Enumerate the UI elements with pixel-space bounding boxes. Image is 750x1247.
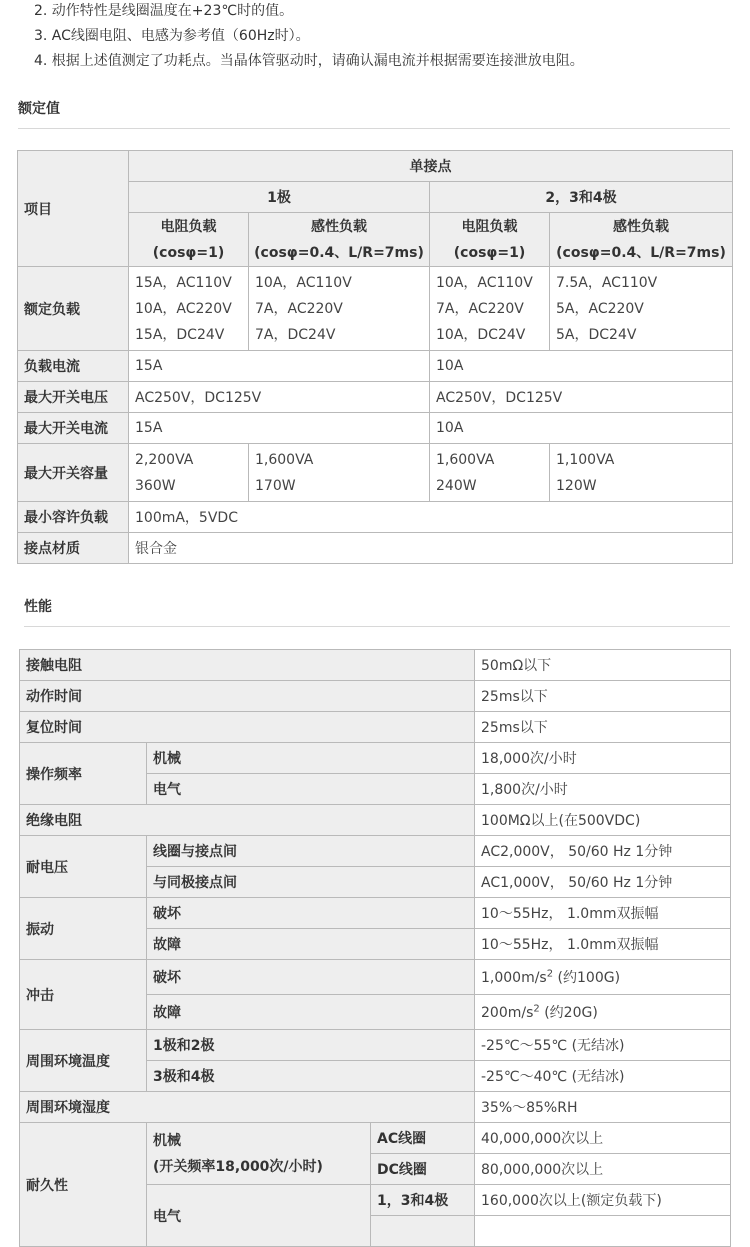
note-2: 2. 动作特性是线圈温度在+23℃时的值。 bbox=[34, 3, 294, 19]
shock-b-value: $200m/s^2$ (约20G) bbox=[475, 995, 731, 1030]
insulation-value: 100MΩ以上(在500VDC) bbox=[475, 805, 731, 836]
durability-poles-value: 160,000次以上(额定负载下) bbox=[475, 1185, 731, 1216]
inductive-load-header: 感性负载 (cosφ=0.4、L/R=7ms) bbox=[249, 213, 430, 267]
resistive-load-header: 电阻负载 (cosφ=1) bbox=[129, 213, 249, 267]
dielectric-a: 线圈与接点间 bbox=[147, 836, 475, 867]
ratings-table bbox=[17, 150, 733, 564]
notes-list bbox=[34, 0, 584, 75]
op-frequency-mech-value: 18,000次/小时 bbox=[475, 743, 731, 774]
shock-a: 破坏 bbox=[147, 960, 475, 995]
item-header: 项目 bbox=[18, 151, 129, 267]
durability-dc-value: 80,000,000次以上 bbox=[475, 1154, 731, 1185]
durability-empty bbox=[371, 1216, 475, 1247]
max-switch-voltage-p1: AC250V，DC125V bbox=[129, 382, 430, 413]
max-switch-current-p234: 10A bbox=[430, 413, 733, 444]
min-load-value: 100mA，5VDC bbox=[129, 502, 733, 533]
release-time-label: 复位时间 bbox=[20, 712, 475, 743]
rated-load-label: 额定负载 bbox=[18, 267, 129, 351]
dielectric-b-value: AC1,000V， 50/60 Hz 1分钟 bbox=[475, 867, 731, 898]
load-current-label: 负载电流 bbox=[18, 351, 129, 382]
contact-material-label: 接点材质 bbox=[18, 533, 129, 564]
max-switch-current-p1: 15A bbox=[129, 413, 430, 444]
max-switch-capacity-cell: 1,600VA 170W bbox=[249, 444, 430, 502]
ambient-temp-label: 周围环境温度 bbox=[20, 1030, 147, 1092]
pole1-header: 1极 bbox=[129, 182, 430, 213]
ambient-temp-b-value: -25℃～40℃ (无结冰) bbox=[475, 1061, 731, 1092]
vibration-label: 振动 bbox=[20, 898, 147, 960]
durability-empty-value bbox=[475, 1216, 731, 1247]
ratings-title: 额定值 bbox=[18, 98, 730, 129]
vibration-b: 故障 bbox=[147, 929, 475, 960]
contact-resistance-value: 50mΩ以下 bbox=[475, 650, 731, 681]
max-switch-capacity-cell: 2,200VA 360W bbox=[129, 444, 249, 502]
op-frequency-elec-value: 1,800次/小时 bbox=[475, 774, 731, 805]
insulation-label: 绝缘电阻 bbox=[20, 805, 475, 836]
operate-time-value: 25ms以下 bbox=[475, 681, 731, 712]
performance-title: 性能 bbox=[24, 596, 730, 627]
ambient-temp-b: 3极和4极 bbox=[147, 1061, 475, 1092]
single-contact-header: 单接点 bbox=[129, 151, 733, 182]
durability-mech: 机械 (开关频率18,000次/小时) bbox=[147, 1123, 371, 1185]
operate-time-label: 动作时间 bbox=[20, 681, 475, 712]
contact-resistance-label: 接触电阻 bbox=[20, 650, 475, 681]
inductive-load-header: 感性负载 (cosφ=0.4、L/R=7ms) bbox=[550, 213, 733, 267]
vibration-b-value: 10～55Hz， 1.0mm双振幅 bbox=[475, 929, 731, 960]
op-frequency-elec: 电气 bbox=[147, 774, 475, 805]
durability-ac-value: 40,000,000次以上 bbox=[475, 1123, 731, 1154]
ambient-humidity-label: 周围环境湿度 bbox=[20, 1092, 475, 1123]
rated-load-cell: 10A，AC110V 7A，AC220V 7A，DC24V bbox=[249, 267, 430, 351]
vibration-a-value: 10～55Hz， 1.0mm双振幅 bbox=[475, 898, 731, 929]
op-frequency-mech: 机械 bbox=[147, 743, 475, 774]
rated-load-cell: 15A，AC110V 10A，AC220V 15A，DC24V bbox=[129, 267, 249, 351]
shock-b: 故障 bbox=[147, 995, 475, 1030]
durability-elec: 电气 bbox=[147, 1185, 371, 1247]
ambient-temp-a: 1极和2极 bbox=[147, 1030, 475, 1061]
min-load-label: 最小容许负载 bbox=[18, 502, 129, 533]
durability-dc-coil: DC线圈 bbox=[371, 1154, 475, 1185]
performance-table bbox=[19, 649, 731, 1247]
load-current-p234: 10A bbox=[430, 351, 733, 382]
shock-a-value: $1,000m/s^2$ (约100G) bbox=[475, 960, 731, 995]
dielectric-b: 与同极接点间 bbox=[147, 867, 475, 898]
resistive-load-header: 电阻负载 (cosφ=1) bbox=[430, 213, 550, 267]
load-current-p1: 15A bbox=[129, 351, 430, 382]
durability-label: 耐久性 bbox=[20, 1123, 147, 1247]
op-frequency-label: 操作频率 bbox=[20, 743, 147, 805]
note-3: 3. AC线圈电阻、电感为参考值（60Hz时）。 bbox=[34, 28, 310, 44]
vibration-a: 破坏 bbox=[147, 898, 475, 929]
dielectric-label: 耐电压 bbox=[20, 836, 147, 898]
durability-poles: 1，3和4极 bbox=[371, 1185, 475, 1216]
durability-ac-coil: AC线圈 bbox=[371, 1123, 475, 1154]
rated-load-cell: 10A，AC110V 7A，AC220V 10A，DC24V bbox=[430, 267, 550, 351]
note-4: 4. 根据上述值测定了功耗点。当晶体管驱动时，请确认漏电流并根据需要连接泄放电阻。 bbox=[34, 53, 584, 69]
ambient-humidity-value: 35%～85%RH bbox=[475, 1092, 731, 1123]
max-switch-capacity-cell: 1,600VA 240W bbox=[430, 444, 550, 502]
ambient-temp-a-value: -25℃～55℃ (无结冰) bbox=[475, 1030, 731, 1061]
pole234-header: 2，3和4极 bbox=[430, 182, 733, 213]
max-switch-capacity-label: 最大开关容量 bbox=[18, 444, 129, 502]
dielectric-a-value: AC2,000V， 50/60 Hz 1分钟 bbox=[475, 836, 731, 867]
rated-load-cell: 7.5A，AC110V 5A，AC220V 5A，DC24V bbox=[550, 267, 733, 351]
contact-material-value: 银合金 bbox=[129, 533, 733, 564]
max-switch-voltage-p234: AC250V，DC125V bbox=[430, 382, 733, 413]
shock-label: 冲击 bbox=[20, 960, 147, 1030]
max-switch-voltage-label: 最大开关电压 bbox=[18, 382, 129, 413]
max-switch-capacity-cell: 1,100VA 120W bbox=[550, 444, 733, 502]
release-time-value: 25ms以下 bbox=[475, 712, 731, 743]
max-switch-current-label: 最大开关电流 bbox=[18, 413, 129, 444]
